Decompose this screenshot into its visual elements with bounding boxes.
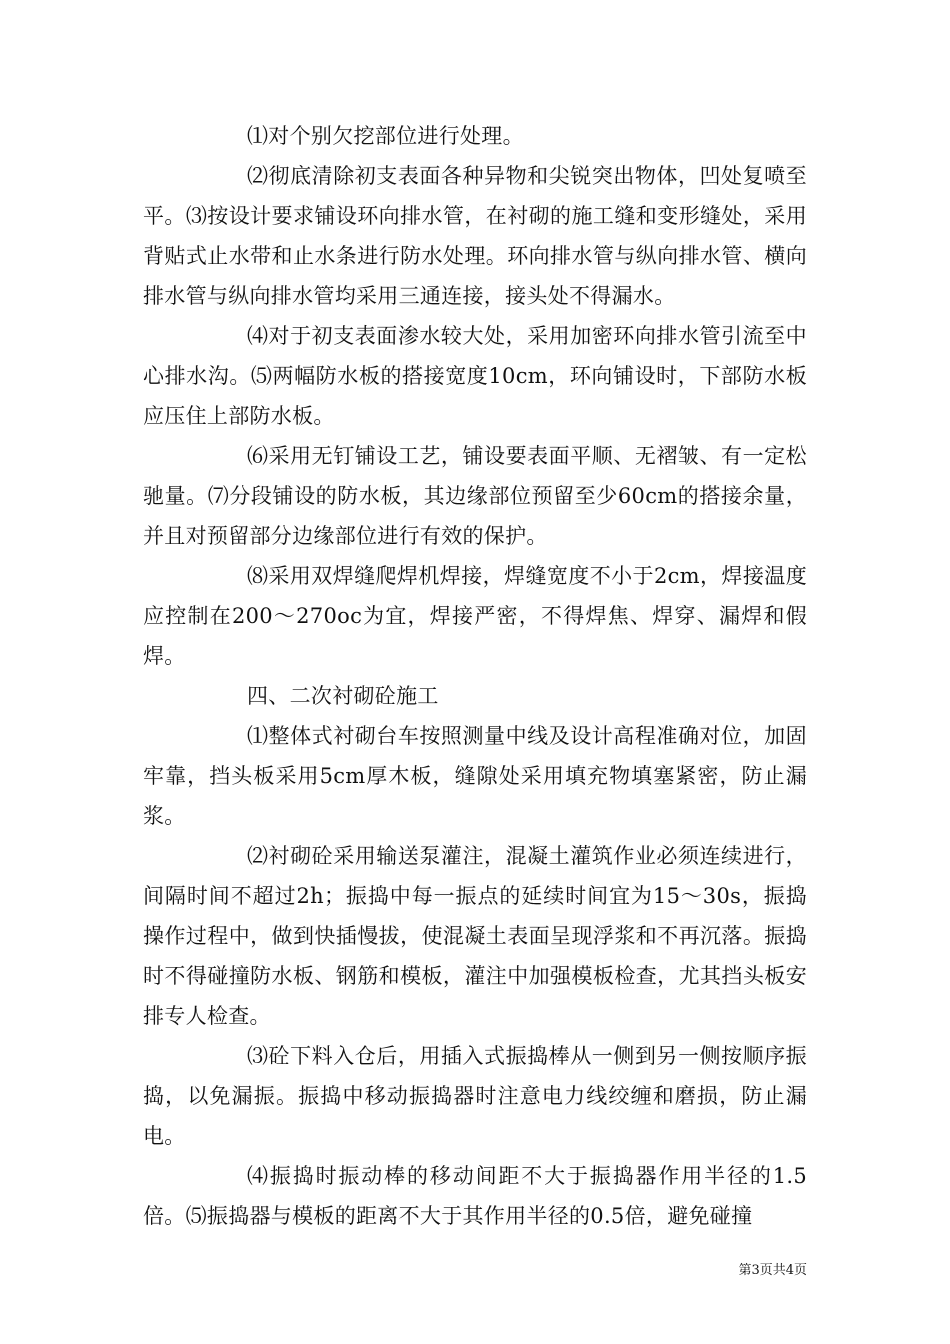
paragraph: ⑹采用无钉铺设工艺，铺设要表面平顺、无褶皱、有一定松驰量。⑺分段铺设的防水板，其边缘部位预留至少60cm的搭接余量，并且对预留部分边缘部位进行有效的保护。 <box>143 444 807 548</box>
paragraph: ⑻采用双焊缝爬焊机焊接，焊缝宽度不小于2cm，焊接温度应控制在200～270oc为宜，焊接严密，不得焊焦、焊穿、漏焊和假焊。 <box>143 564 807 668</box>
paragraph: ⑷对于初支表面渗水较大处，采用加密环向排水管引流至中心排水沟。⑸两幅防水板的搭接宽度10cm，环向铺设时，下部防水板应压住上部防水板。 <box>143 324 807 428</box>
paragraph: ⑴对个别欠挖部位进行处理。 <box>247 124 524 148</box>
page-number: 第3页共4页 <box>738 1263 807 1278</box>
paragraph: ⑵彻底清除初支表面各种异物和尖锐突出物体，凹处复喷至平。⑶按设计要求铺设环向排水管，在衬砌的施工缝和变形缝处，采用背贴式止水带和止水条进行防水处理。环向排水管与纵向排水管、横向排水管与纵向排水管均采用三通连接，接头处不得漏水。 <box>143 164 807 308</box>
document-body <box>143 116 807 1236</box>
paragraph: ⑶砼下料入仓后，用插入式振捣棒从一侧到另一侧按顺序振捣，以免漏振。振捣中移动振捣器时注意电力线绞缠和磨损，防止漏电。 <box>143 1044 807 1148</box>
paragraph: ⑴整体式衬砌台车按照测量中线及设计高程准确对位，加固牢靠，挡头板采用5cm厚木板，缝隙处采用填充物填塞紧密，防止漏浆。 <box>143 724 807 828</box>
section-heading: 四、二次衬砌砼施工 <box>247 684 439 708</box>
paragraph: ⑵衬砌砼采用输送泵灌注，混凝土灌筑作业必须连续进行，间隔时间不超过2h；振捣中每一振点的延续时间宜为15～30s，振捣操作过程中，做到快插慢拔，使混凝土表面呈现浮浆和不再沉落。振捣时不得碰撞防水板、钢筋和模板，灌注中加强模板检查，尤其挡头板安排专人检查。 <box>143 844 807 1028</box>
paragraph: ⑷振捣时振动棒的移动间距不大于振捣器作用半径的1.5倍。⑸振捣器与模板的距离不大于其作用半径的0.5倍，避免碰撞 <box>143 1164 807 1228</box>
